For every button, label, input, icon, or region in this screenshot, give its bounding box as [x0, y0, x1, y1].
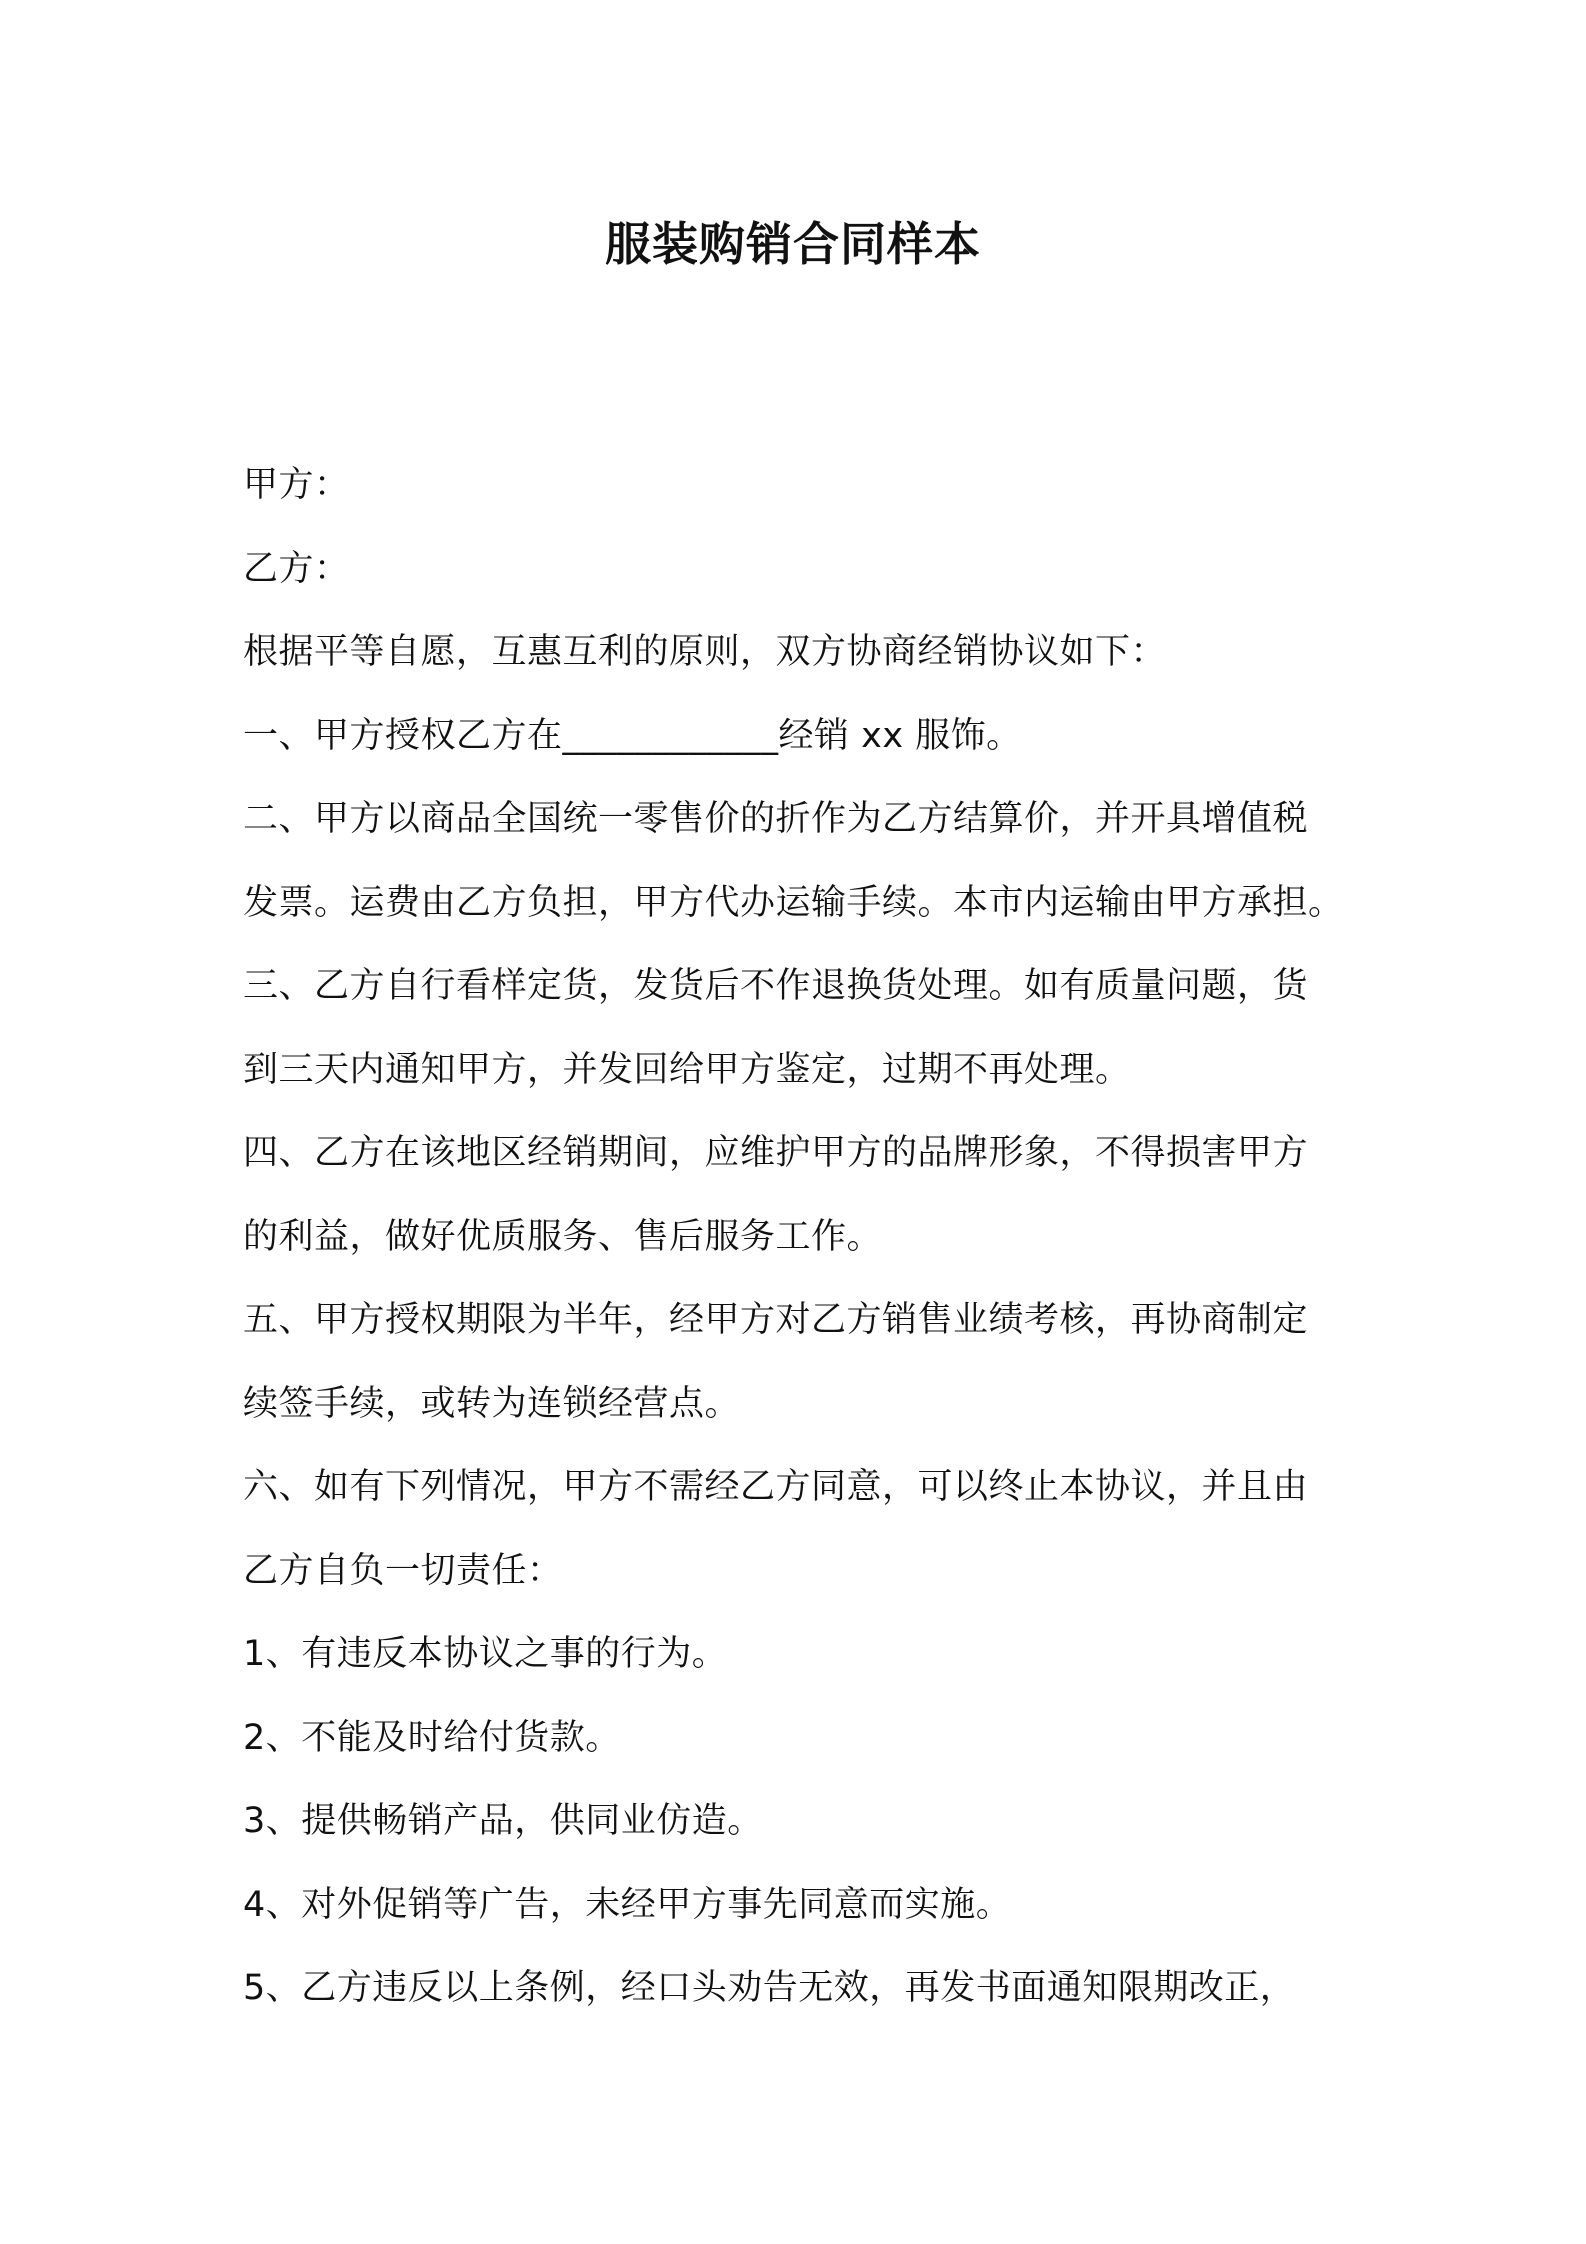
- clause-6-line-2: 乙方自负一切责任：: [243, 1550, 563, 1591]
- sub-item-1: 1、有违反本协议之事的行为。: [243, 1634, 728, 1674]
- sub-item-2: 2、不能及时给付货款。: [243, 1717, 621, 1758]
- clause-3-line-1: 三、乙方自行看样定货，发货后不作退换货处理。如有质量问题，货: [243, 966, 1309, 1006]
- sub-item-5: 5、乙方违反以上条例，经口头劝告无效，再发书面通知限期改正，: [243, 1968, 1296, 2008]
- clause-4-line-2: 的利益，做好优质服务、售后服务工作。: [243, 1216, 883, 1257]
- clause-1-line: 一、甲方授权乙方在____________经销 xx 服饰。: [243, 715, 1022, 756]
- clause-5-line-2: 续签手续，或转为连锁经营点。: [243, 1383, 741, 1424]
- clause-3-line-2: 到三天内通知甲方，并发回给甲方鉴定，过期不再处理。: [243, 1049, 1131, 1090]
- document-title: 服装购销合同样本: [605, 217, 981, 271]
- clause-6-line-1: 六、如有下列情况，甲方不需经乙方同意，可以终止本协议，并且由: [243, 1467, 1309, 1507]
- preamble-line: 根据平等自愿，互惠互利的原则，双方协商经销协议如下：: [243, 632, 1167, 672]
- clause-2-line-2: 发票。运费由乙方负担，甲方代办运输手续。本市内运输由甲方承担。: [243, 882, 1344, 923]
- party-a-line: 甲方：: [243, 465, 350, 505]
- party-b-line: 乙方：: [243, 548, 350, 589]
- sub-item-4: 4、对外促销等广告，未经甲方事先同意而实施。: [243, 1884, 1012, 1925]
- sub-item-3: 3、提供畅销产品，供同业仿造。: [243, 1801, 763, 1841]
- document-body: [243, 444, 1363, 2031]
- clause-5-line-1: 五、甲方授权期限为半年，经甲方对乙方销售业绩考核，再协商制定: [243, 1300, 1309, 1340]
- clause-2-line-1: 二、甲方以商品全国统一零售价的折作为乙方结算价，并开具增值税: [243, 799, 1309, 839]
- clause-4-line-1: 四、乙方在该地区经销期间，应维护甲方的品牌形象，不得损害甲方: [243, 1133, 1309, 1173]
